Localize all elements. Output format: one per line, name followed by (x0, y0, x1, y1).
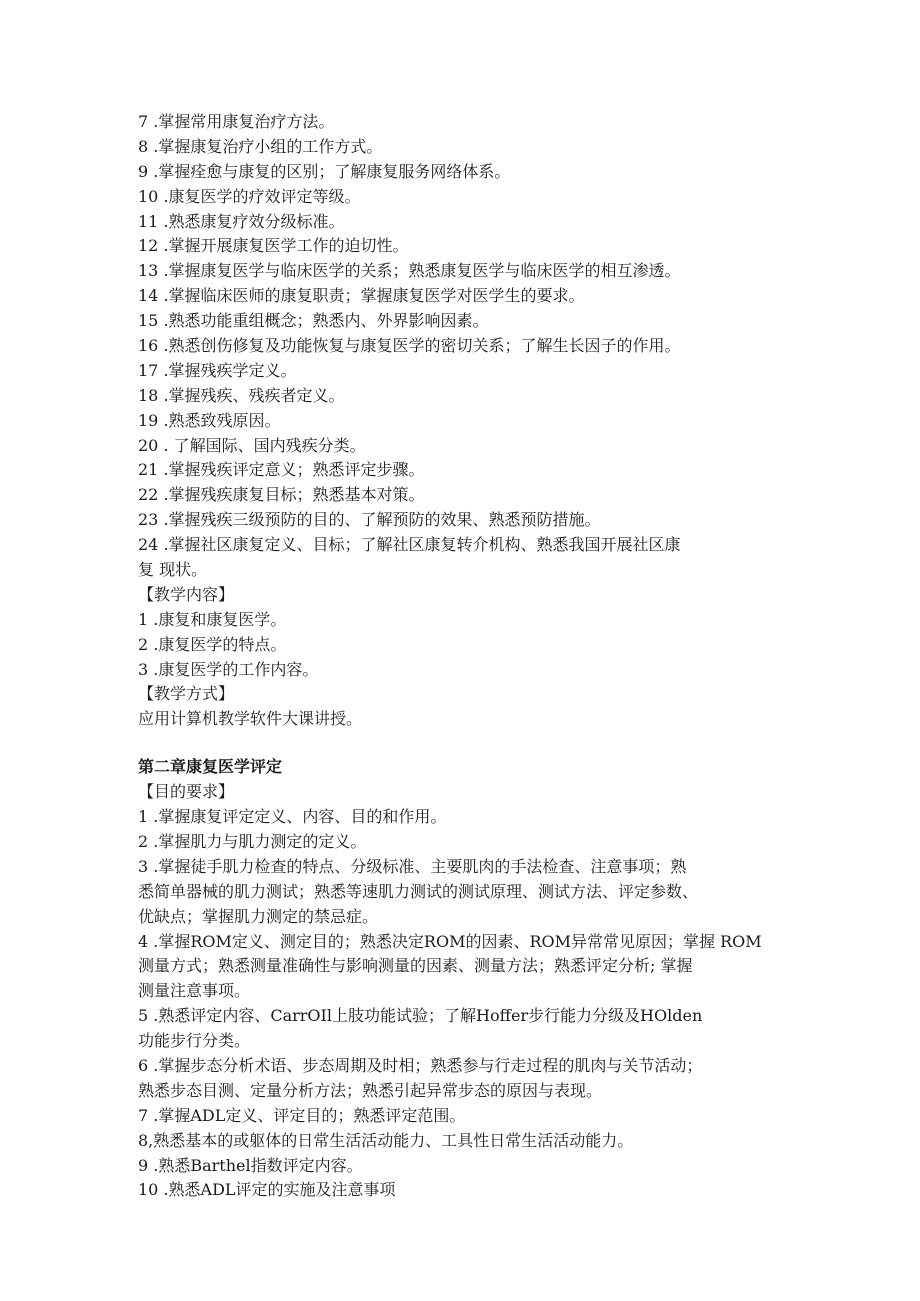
text-line: 14 .掌握临床医师的康复职责；掌握康复医学对医学生的要求。 (138, 286, 585, 306)
text-line: 9 .掌握痊愈与康复的区别；了解康复服务网络体系。 (138, 161, 511, 181)
text-line: 10 .康复医学的疗效评定等级。 (138, 186, 361, 206)
text-line: 1 .掌握康复评定定义、内容、目的和作用。 (138, 807, 447, 827)
text-line: 2 .掌握肌力与肌力测定的定义。 (138, 831, 367, 851)
text-line: 20 . 了解国际、国内残疾分类。 (138, 435, 366, 455)
text-line: 悉简单器械的肌力测试；熟悉等速肌力测试的测试原理、测试方法、评定参数、 (138, 881, 699, 901)
document-page (138, 110, 806, 1203)
text-line: 3 .康复医学的工作内容。 (138, 659, 319, 679)
chapter2-section (138, 755, 806, 1203)
text-line: 11 .熟悉康复疗效分级标准。 (138, 211, 345, 231)
text-line: 8,熟悉基本的或躯体的日常生活活动能力、工具性日常生活活动能力。 (138, 1130, 634, 1150)
text-line: 测量注意事项。 (138, 981, 251, 1001)
text-line: 13 .掌握康复医学与临床医学的关系；熟悉康复医学与临床医学的相互渗透。 (138, 261, 681, 281)
chapter-title: 第二章康复医学评定 (138, 757, 283, 777)
text-line: 7 .掌握常用康复治疗方法。 (138, 112, 335, 131)
text-line: 测量方式；熟悉测量准确性与影响测量的因素、测量方法；熟悉评定分析; 掌握 (138, 956, 693, 976)
text-line: 4 .掌握ROM定义、测定目的；熟悉决定ROM的因素、ROM异常常见原因；掌握 ROM (138, 931, 762, 951)
text-line: 15 .熟悉功能重组概念；熟悉内、外界影响因素。 (138, 311, 489, 331)
text-line: 18 .掌握残疾、残疾者定义。 (138, 385, 345, 405)
text-line: 3 .掌握徒手肌力检查的特点、分级标准、主要肌肉的手法检查、注意事项；熟 (138, 856, 687, 876)
text-line: 17 .掌握残疾学定义。 (138, 360, 297, 380)
text-line: 21 .掌握残疾评定意义；熟悉评定步骤。 (138, 460, 425, 480)
text-line: 9 .熟悉Barthel指数评定内容。 (138, 1155, 363, 1175)
text-line: 应用计算机教学软件大课讲授。 (138, 709, 363, 729)
text-line: 19 .熟悉致残原因。 (138, 410, 281, 430)
text-line: 23 .掌握残疾三级预防的目的、了解预防的效果、熟悉预防措施。 (138, 510, 601, 530)
section-label-objectives: 【目的要求】 (138, 782, 235, 802)
text-line: 2 .康复医学的特点。 (138, 634, 287, 654)
text-line: 8 .掌握康复治疗小组的工作方式。 (138, 136, 383, 156)
text-line: 22 .掌握残疾康复目标；熟悉基本对策。 (138, 485, 425, 505)
text-line: 7 .掌握ADL定义、评定目的；熟悉评定范围。 (138, 1105, 466, 1125)
text-line: 16 .熟悉创伤修复及功能恢复与康复医学的密切关系；了解生长因子的作用。 (138, 336, 681, 356)
text-line: 1 .康复和康复医学。 (138, 609, 287, 629)
section1-list (138, 110, 806, 732)
section-label-teaching-content: 【教学内容】 (138, 584, 235, 604)
text-line: 优缺点；掌握肌力测定的禁忌症。 (138, 906, 379, 926)
text-line: 6 .掌握步态分析术语、步态周期及时相；熟悉参与行走过程的肌肉与关节活动； (138, 1055, 703, 1075)
paragraph-gap (138, 732, 806, 755)
text-line: 10 .熟悉ADL评定的实施及注意事项 (138, 1180, 396, 1200)
text-line: 功能步行分类。 (138, 1031, 251, 1051)
section-label-teaching-method: 【教学方式】 (138, 684, 235, 704)
text-line: 复 现状。 (138, 560, 208, 580)
text-line: 24 .掌握社区康复定义、目标；了解社区康复转介机构、熟悉我国开展社区康 (138, 535, 681, 555)
text-line: 5 .熟悉评定内容、CarrOIl上肢功能试验；了解Hoffer步行能力分级及HOlden (138, 1006, 703, 1026)
text-line: 熟悉步态目测、定量分析方法；熟悉引起异常步态的原因与表现。 (138, 1080, 603, 1100)
text-line: 12 .掌握开展康复医学工作的迫切性。 (138, 236, 409, 256)
